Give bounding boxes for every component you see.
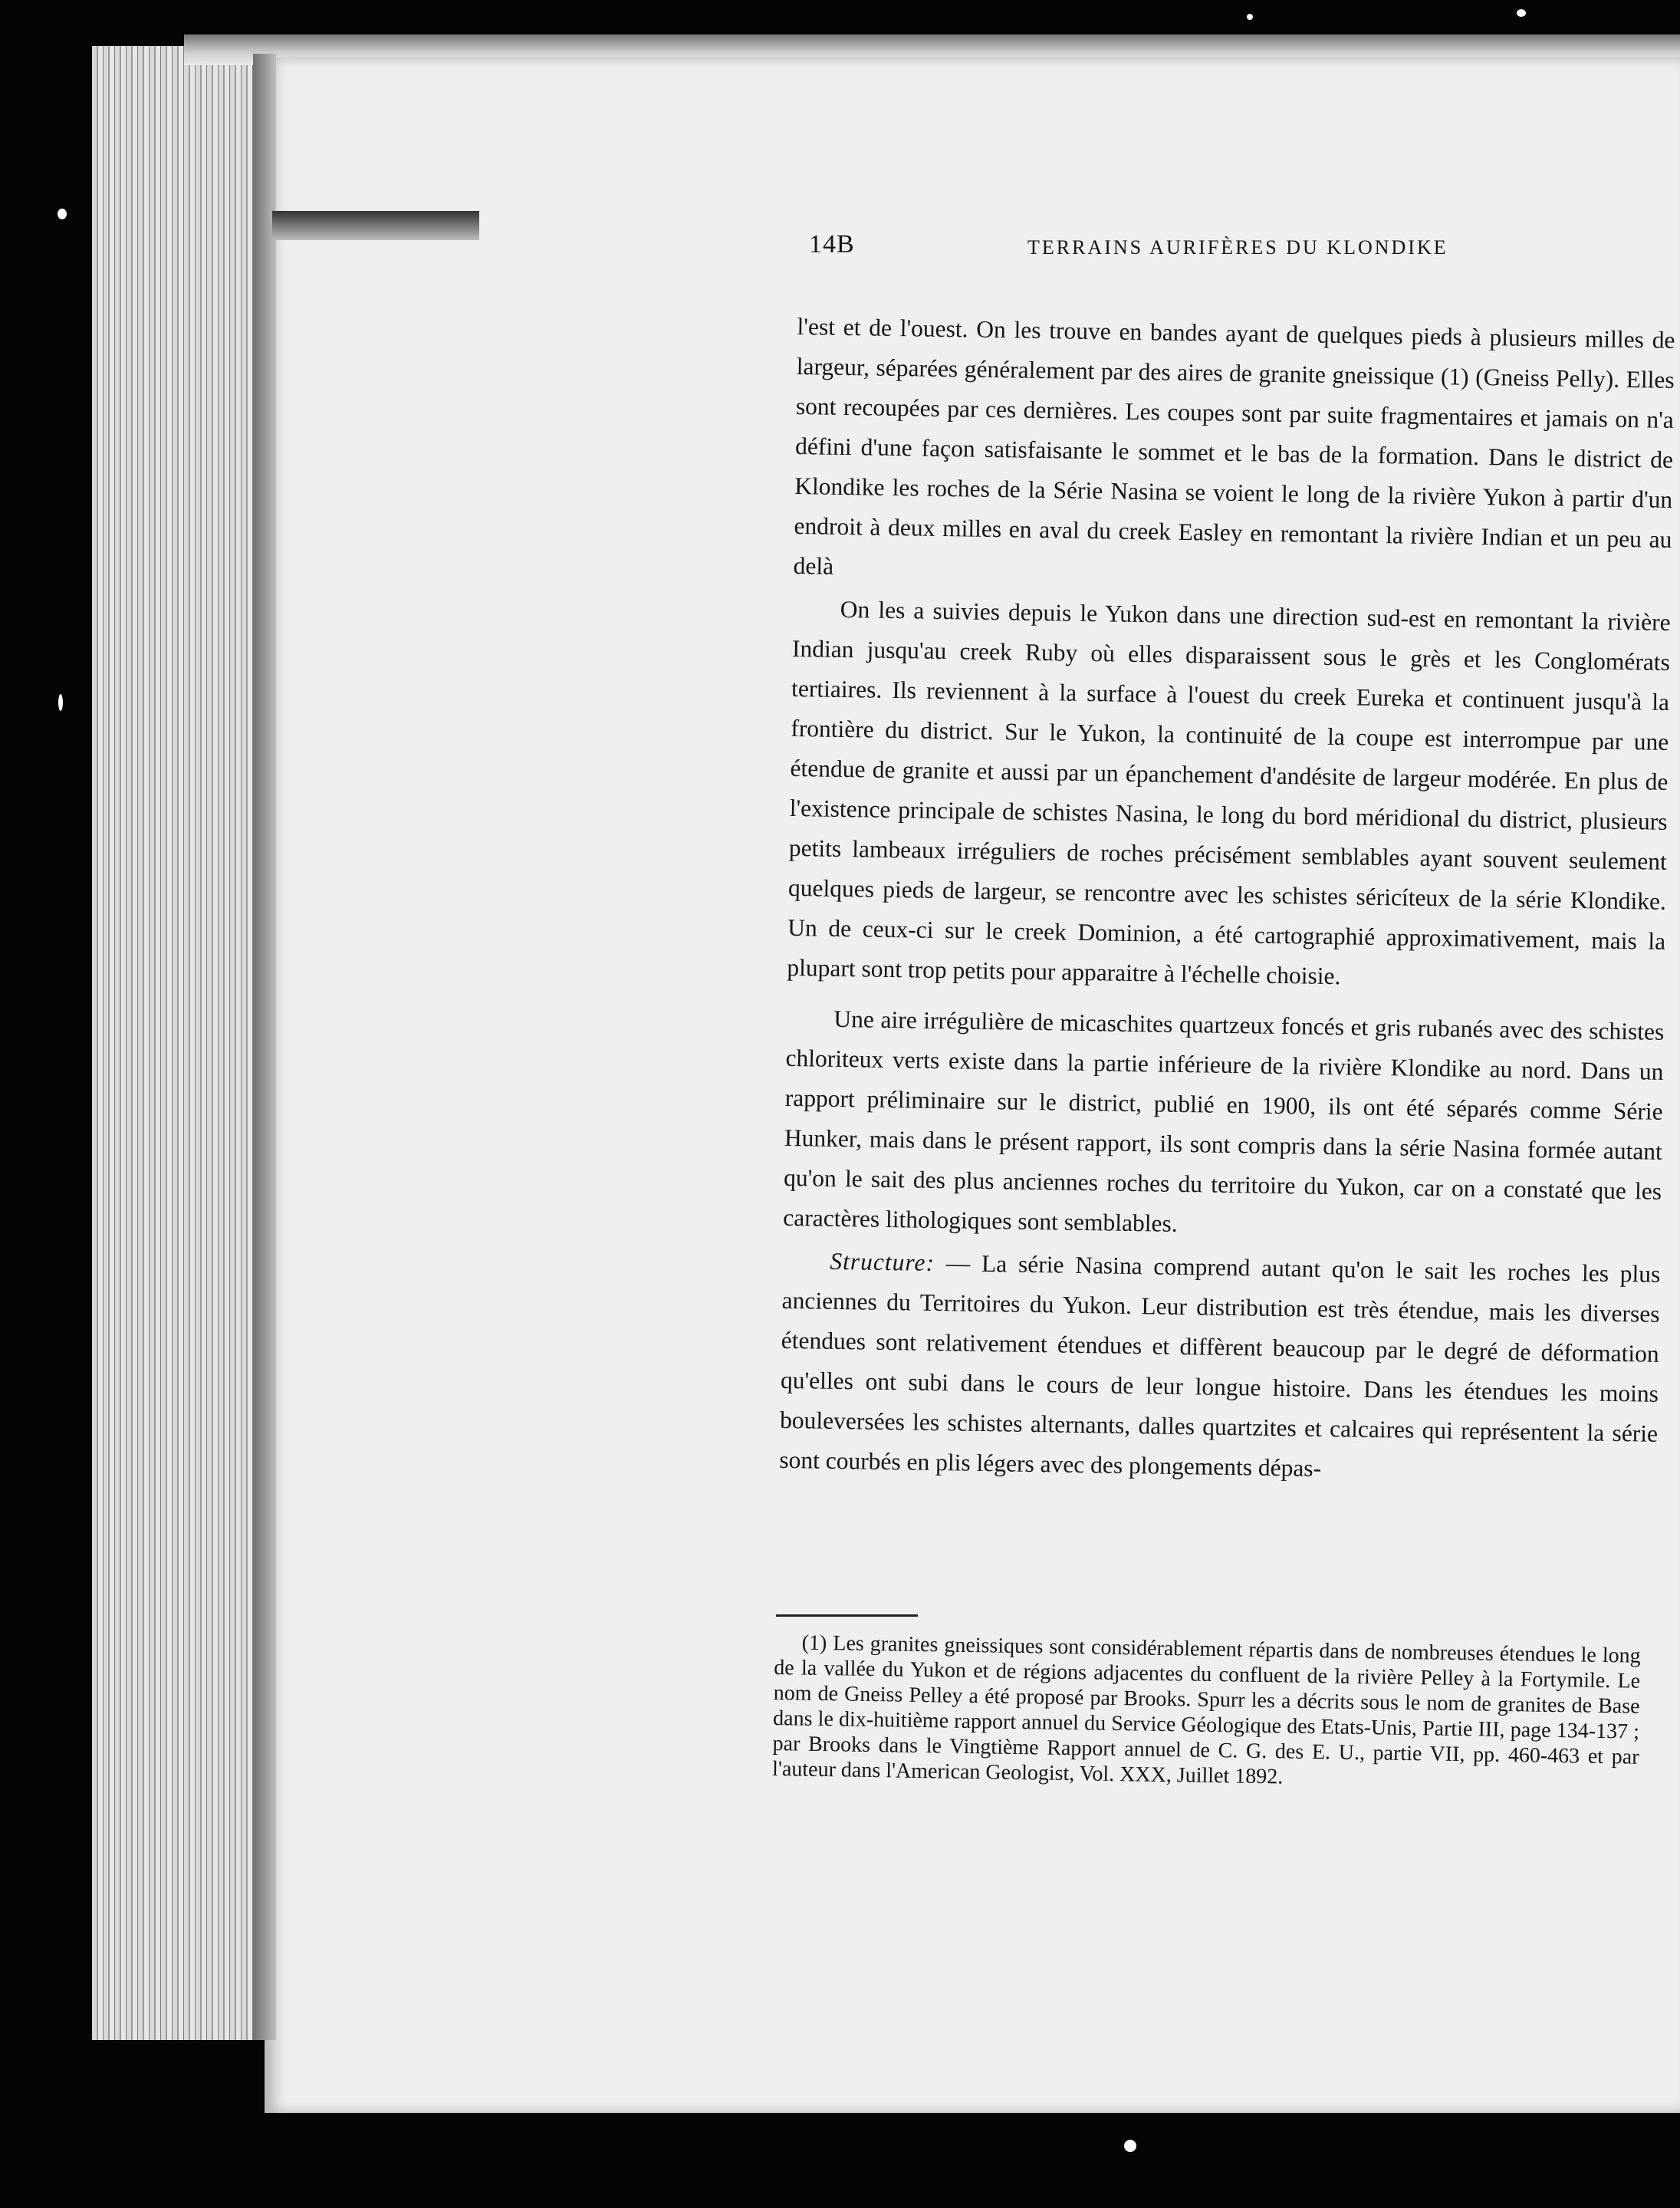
running-head: TERRAINS AURIFÈRES DU KLONDIKE: [1027, 236, 1448, 258]
structure-label: Structure:: [830, 1247, 935, 1276]
page-tab-marker: [272, 211, 479, 240]
paragraph-text: — La série Nasina comprend autant qu'on le sait les roches les plus anciennes du Territoires du Yukon. Leur distribution est très étendue, mais les diverses étendues sont relativement étendues et diffèrent beaucoup par le degré de déformation qu'elles ont subi dans le cours de leur longue histoire. Dans les étendues les moins bouleversées les schistes alternants, dalles quartzites et calcaires qui représentent la série sont courbés en plis légers avec des plongements dépas-: [779, 1249, 1661, 1482]
dust-speck: [1124, 2140, 1136, 2152]
dust-speck: [58, 694, 63, 711]
paragraph-text: Une aire irrégulière de micaschites quartzeux foncés et gris rubanés avec des schistes chloriteux verts existe dans la partie inférieure de la rivière Klondike au nord. Dans un rapport préliminaire sur le district, publié en 1900, ils ont été séparés comme Série Hunker, mais dans le présent rapport, ils sont compris dans la série Nasina formée autant qu'on le sait des plus anciennes roches du territoire du Yukon, car on a constaté que les caractères lithologiques sont semblables.: [783, 1005, 1665, 1237]
footnote-text: (1) Les granites gneissiques sont considérablement répartis dans de nombreuses étendues le long de la vallée du Yukon et de régions adjacentes du confluent de la rivière Pelley à la Fortymile. Le nom de Gneiss Pelley a été proposé par Brooks. Spurr les a décrits sous le nom de granites de Base dans le dix-huitième rapport annuel du Service Géologique des Etats-Unis, Partie III, page 134-137 ; par Brooks dans le Vingtième Rapport annuel de C. G. des E. U., partie VII, pp. 460-463 et par l'auteur dans l'American Geologist, Vol. XXX, Juillet 1892.: [771, 1630, 1641, 1789]
paragraph: l'est et de l'ouest. On les trouve en bandes ayant de quelques pieds à plusieurs milles de largeur, séparées généralement par des aires de granite gneissique (1) (Gneiss Pelly). Elles sont recoupées par ces dernières. Les coupes sont par suite fragmentaires et jamais on n'a défini d'une façon satisfaisante le sommet et le bas de la formation. Dans le district de Klondike les roches de la Série Nasina se voient le long de la rivière Yukon à partir d'un endroit à deux milles en aval du creek Easley en remontant la rivière Indian et un peu au delà: [793, 312, 1675, 580]
paragraph: [783, 999, 1665, 1252]
page-number: 14B: [809, 230, 855, 258]
dust-speck: [58, 209, 67, 219]
gutter-shadow: [253, 54, 276, 2040]
body-text: [779, 307, 1675, 1494]
dust-speck: [1517, 9, 1526, 17]
paragraph-structure: [779, 1241, 1661, 1494]
footnote: [772, 1630, 1641, 1795]
footnote-rule: [776, 1614, 918, 1617]
paragraph: On les a suivies depuis le Yukon dans une direction sud-est en remontant la rivière Indian jusqu'au creek Ruby où elles disparaissent sous le grès et les Conglomérats tertiaires. Ils reviennent à la surface à l'ouest du creek Eureka et continuent jusqu'à la frontière du district. Sur le Yukon, la continuité de la coupe est interrompue par une étendue de granite et aussi par un épanchement d'andésite de largeur modérée. En plus de l'existence principale de schistes Nasina, le long du bord méridional du district, plusieurs petits lambeaux irréguliers de roches précisément semblables ayant souvent seulement quelques pieds de largeur, se rencontre avec les schistes séricíteux de la série Klondike. Un de ceux-ci sur le creek Dominion, a été cartographié approximativement, mais la plupart sont trop petits pour apparaitre à l'échelle choisie.: [787, 595, 1671, 990]
page-header: [809, 230, 1675, 268]
book-page-edges: [92, 46, 268, 2040]
dust-speck: [1247, 14, 1253, 20]
